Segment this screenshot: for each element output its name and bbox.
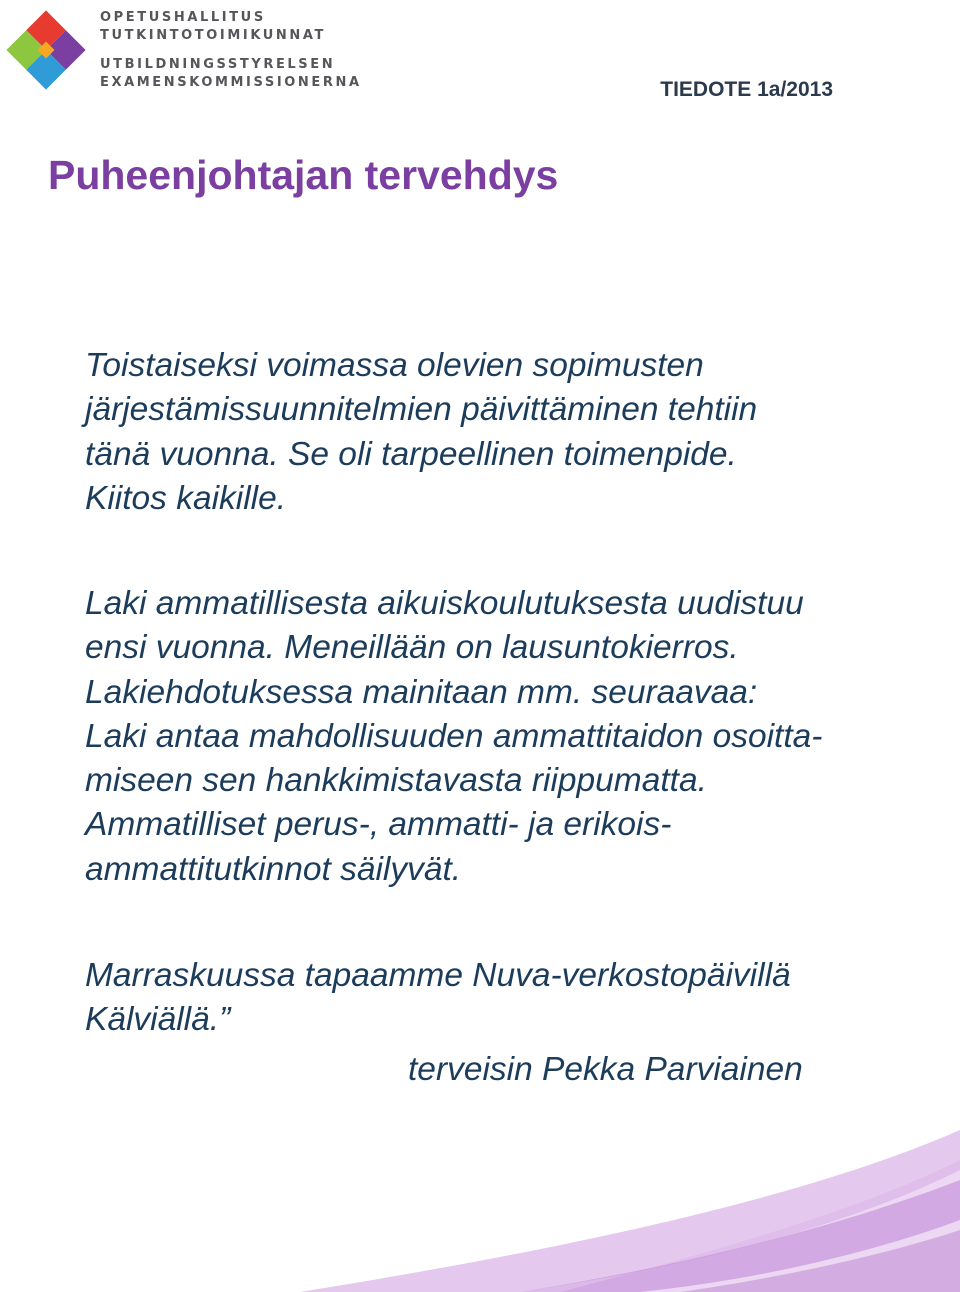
text-line: Lakiehdotuksessa mainitaan mm. seuraavaa: [85,673,758,711]
paragraph-agreements [85,344,757,521]
paragraph-law-reform [85,582,822,892]
signature: terveisin Pekka Parviainen [408,1051,803,1088]
logo-icon [6,10,86,90]
text-line: Marraskuussa tapaamme Nuva-verkostopäivillä [85,957,791,994]
org-name-line: EXAMENSKOMMISSIONERNA [100,75,362,90]
decorative-swoosh [0,1100,960,1292]
org-name-line: OPETUSHALLITUS [100,10,266,25]
org-name-line: UTBILDNINGSSTYRELSEN [100,57,336,72]
text-line: Kiitos kaikille. [85,479,287,517]
text-line: järjestämissuunnitelmien päivittäminen tehtiin [85,391,758,429]
text-line: Toistaiseksi voimassa olevien sopimusten [85,347,704,384]
text-line: tänä vuonna. Se oli tarpeellinen toimenpide. [85,435,737,473]
text-line: Kälviällä.” [85,1001,231,1039]
text-line: ensi vuonna. Meneillään on lausuntokierros. [85,629,739,667]
text-line: miseen sen hankkimistavasta riippumatta. [85,762,707,800]
page-title: Puheenjohtajan tervehdys [48,152,559,198]
paragraph-meeting [85,954,791,1043]
text-line: ammattitutkinnot säilyvät. [85,850,462,888]
bulletin-number: TIEDOTE 1a/2013 [660,78,833,101]
text-line: Ammatilliset perus-, ammatti- ja erikois- [85,806,672,844]
org-name-line: TUTKINTOTOIMIKUNNAT [100,28,327,43]
text-line: Laki antaa mahdollisuuden ammattitaidon osoitta- [85,717,823,755]
text-line: Laki ammatillisesta aikuiskoulutuksesta uudistuu [85,585,804,622]
